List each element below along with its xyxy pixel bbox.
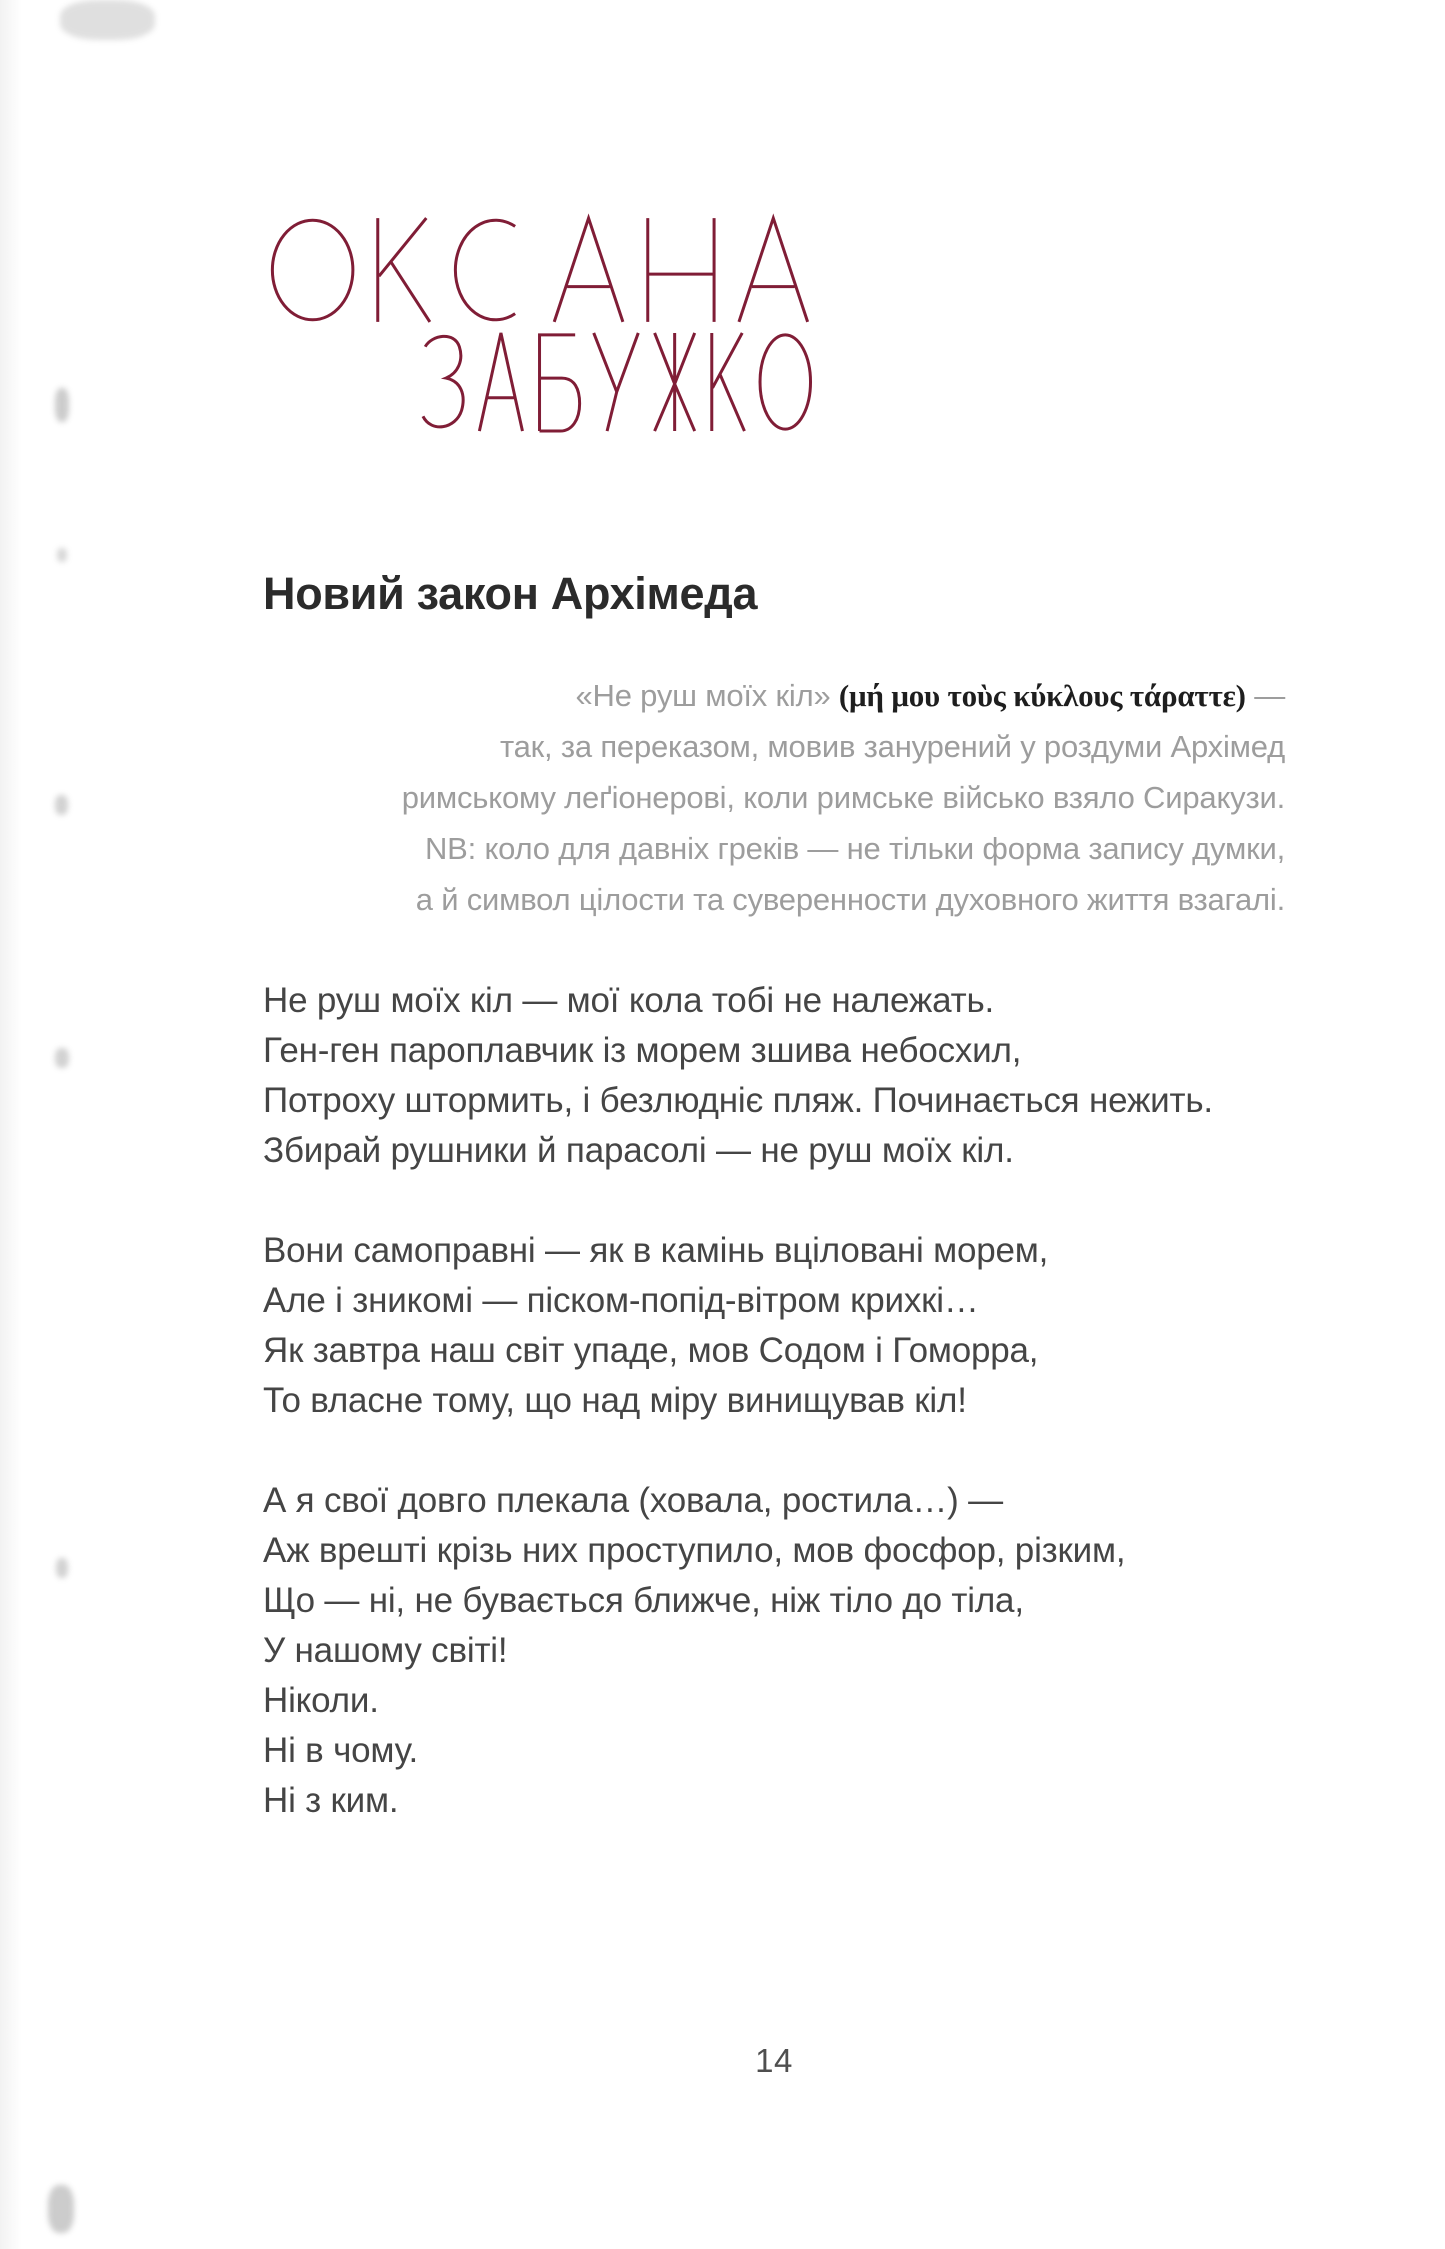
poem-line: А я свої довго плекала (ховала, ростила…) — — [263, 1481, 1003, 1520]
logo-line1 — [270, 215, 810, 325]
epigraph-line: так, за переказом, мовив занурений у роздуми Архімед — [499, 729, 1285, 764]
poem-line: То власне тому, що над міру винищував кіл! — [263, 1381, 967, 1420]
poem-stanza — [263, 1226, 1293, 1426]
poem-line: Збирай рушники й парасолі — не руш моїх кіл. — [263, 1131, 1014, 1170]
scan-artifact — [55, 795, 68, 815]
logo-line2 — [420, 330, 812, 434]
epigraph-line: а й символ цілости та суверенности духовного життя взагалі. — [415, 882, 1285, 917]
scan-artifact — [55, 1048, 69, 1068]
poem-epigraph — [263, 670, 1285, 925]
poem-line: Вони самоправні — як в камінь вціловані морем, — [263, 1231, 1049, 1270]
poem-stanza — [263, 1476, 1293, 1826]
poem-line: Потроху штормить, і безлюдніє пляж. Починається нежить. — [263, 1081, 1213, 1120]
poem-line: Аж врешті крізь них проступило, мов фосфор, різким, — [263, 1531, 1126, 1570]
epigraph-line: римському леґіонерові, коли римське військо взяло Сиракузи. — [401, 780, 1285, 815]
poem-stanza — [263, 976, 1293, 1176]
poem-line: У нашому світі! — [263, 1631, 508, 1670]
scan-artifact — [57, 548, 67, 562]
epigraph-quote: «Не руш моїх кіл» — [575, 678, 839, 713]
scan-artifact — [60, 0, 155, 40]
poem-line: Ні в чому. — [263, 1731, 418, 1770]
poem-line: Не руш моїх кіл — мої кола тобі не належать. — [263, 981, 995, 1020]
poem-line: Але і зникомі — піском-попід-вітром крихкі… — [263, 1281, 979, 1320]
epigraph-line: NB: коло для давніх греків — не тільки форма запису думки, — [424, 831, 1285, 866]
scan-artifact — [56, 1558, 68, 1578]
poem-line: Ні з ким. — [263, 1781, 399, 1820]
epigraph-dash: — — [1245, 678, 1285, 713]
scan-artifact — [48, 2185, 74, 2233]
poem-line: Що — ні, не бувається ближче, ніж тіло до тіла, — [263, 1581, 1024, 1620]
epigraph-line — [263, 670, 1285, 721]
poem-body — [263, 976, 1293, 1876]
scan-edge-shade — [0, 0, 22, 2249]
scan-artifact — [55, 388, 69, 422]
poem-line: Ніколи. — [263, 1681, 379, 1720]
page-number: 14 — [755, 2042, 793, 2079]
epigraph-greek-phrase: (μή μου τοὺς κύκλους τάραττε) — [838, 678, 1246, 713]
poem-title: Новий закон Архімеда — [263, 568, 758, 619]
poem-line: Як завтра наш світ упаде, мов Содом і Гоморра, — [263, 1331, 1039, 1370]
poem-line: Ген-ген пароплавчик із морем зшива небосхил, — [263, 1031, 1022, 1070]
